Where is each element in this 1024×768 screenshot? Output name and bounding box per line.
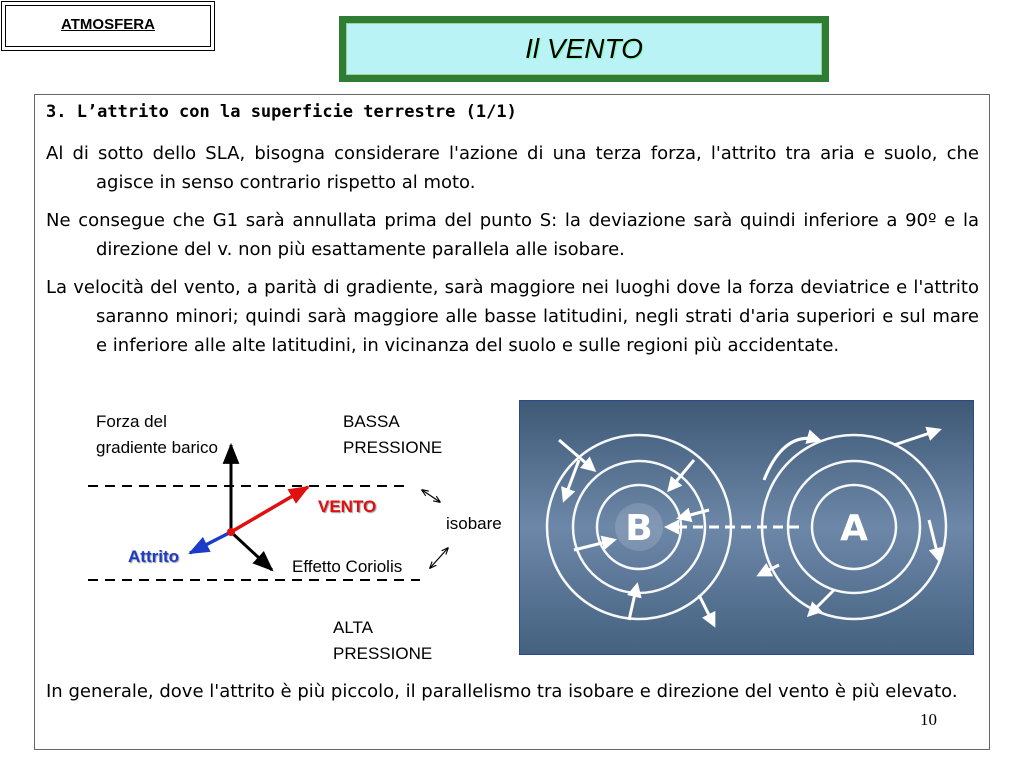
section-tag-label: ATMOSFERA — [61, 16, 155, 33]
gradient-label-line1: Forza del — [96, 412, 167, 431]
low-pressure-label-line1: BASSA — [343, 412, 400, 431]
low-pressure-label-line2: PRESSIONE — [343, 438, 443, 457]
title-box — [339, 16, 829, 82]
wind-label: VENTO — [318, 497, 377, 516]
section-tag — [1, 1, 215, 51]
gradient-label-line2: gradiente barico — [96, 438, 218, 457]
slide-title: Il VENTO — [525, 33, 643, 64]
high-pressure-letter: A — [840, 508, 868, 549]
section-tag-inner — [5, 5, 211, 47]
origin-point — [227, 528, 235, 536]
isobars-label: isobare — [446, 514, 502, 533]
paragraph-3: La velocità del vento, a parità di gradiente, sarà maggiore nei luoghi dove la forza deviatrice e l'attrito saranno minori; quindi sarà maggiore alle basse latitudini, negli strati d'aria superiori e sul mare e inferiore alle alte latitudini, in vicinanza del suolo e sulle regioni più accidentate. — [46, 277, 979, 356]
wind-arrow — [231, 487, 308, 532]
conclusion-paragraph: In generale, dove l'attrito è più piccolo, il parallelismo tra isobare e direzione del vento è più elevato. — [46, 681, 958, 702]
paragraph-1: Al di sotto dello SLA, bisogna considerare l'azione di una terza forza, l'attrito tra aria e suolo, che agisce in senso contrario rispetto al moto. — [46, 143, 979, 193]
high-pressure-label-line1: ALTA — [333, 618, 373, 637]
coriolis-label: Effetto Coriolis — [292, 557, 403, 576]
low-pressure-letter: B — [625, 508, 653, 549]
pressure-systems-illustration — [519, 400, 974, 655]
title-inner — [346, 23, 822, 75]
page-number: 10 — [920, 710, 937, 729]
friction-label: Attrito — [128, 547, 179, 566]
coriolis-arrow — [231, 532, 272, 570]
paragraph-2: Ne consegue che G1 sarà annullata prima del punto S: la deviazione sarà quindi inferiore a 90º e la direzione del v. non più esattamente parallela alle isobare. — [46, 210, 979, 260]
high-pressure-label-line2: PRESSIONE — [333, 644, 433, 663]
friction-arrow — [190, 532, 231, 553]
isobar-pointer-lower — [430, 548, 448, 568]
section-heading: 3. L’attrito con la superficie terrestre (1/1) — [46, 102, 517, 122]
isobar-pointer-upper — [422, 490, 440, 502]
